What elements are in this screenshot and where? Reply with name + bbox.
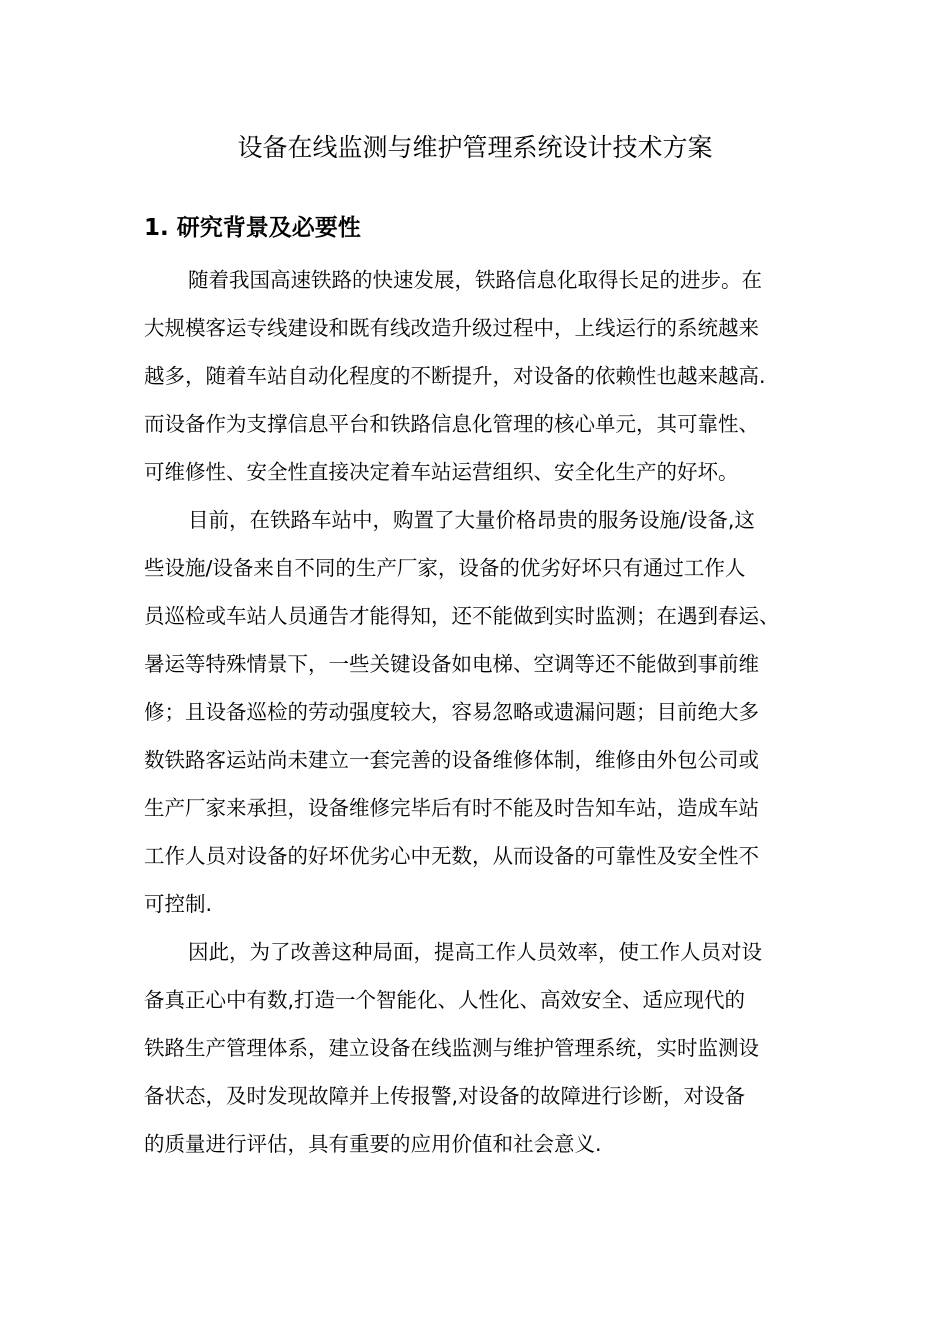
paragraph-line: 因此，为了改善这种局面，提高工作人员效率，使工作人员对设 (188, 940, 762, 964)
paragraph-line: 越多，随着车站自动化程度的不断提升，对设备的依赖性也越来越高. (144, 364, 766, 388)
paragraph-current-status (144, 496, 824, 928)
paragraph-line: 修；且设备巡检的劳动强度较大，容易忽略或遗漏问题；目前绝大多 (144, 700, 759, 724)
paragraph-line: 数铁路客运站尚未建立一套完善的设备维修体制，维修由外包公司或 (144, 748, 759, 772)
paragraph-background (144, 256, 824, 496)
paragraph-line: 工作人员对设备的好坏优劣心中无数，从而设备的可靠性及安全性不 (144, 844, 759, 868)
paragraph-line: 可维修性、安全性直接决定着车站运营组织、安全化生产的好坏。 (144, 460, 739, 484)
paragraph-line: 备真正心中有数,打造一个智能化、人性化、高效安全、适应现代的 (144, 988, 746, 1012)
document-title: 设备在线监测与维护管理系统设计技术方案 (237, 133, 713, 162)
paragraph-line: 备状态，及时发现故障并上传报警,对设备的故障进行诊断，对设备 (144, 1084, 746, 1108)
paragraph-line: 铁路生产管理体系，建立设备在线监测与维护管理系统，实时监测设 (144, 1036, 759, 1060)
paragraph-line: 些设施/设备来自不同的生产厂家，设备的优劣好坏只有通过工作人 (144, 556, 746, 580)
paragraph-line: 随着我国高速铁路的快速发展，铁路信息化取得长足的进步。在 (188, 268, 762, 292)
section-heading: 1. 研究背景及必要性 (144, 215, 361, 241)
paragraph-line: 大规模客运专线建设和既有线改造升级过程中，上线运行的系统越来 (144, 316, 759, 340)
paragraph-line: 生产厂家来承担，设备维修完毕后有时不能及时告知车站，造成车站 (144, 796, 759, 820)
paragraph-conclusion (144, 928, 824, 1168)
paragraph-line: 的质量进行评估，具有重要的应用价值和社会意义. (144, 1132, 602, 1156)
paragraph-line: 暑运等特殊情景下，一些关键设备如电梯、空调等还不能做到事前维 (144, 652, 759, 676)
paragraph-line: 员巡检或车站人员通告才能得知，还不能做到实时监测；在遇到春运、 (144, 604, 780, 628)
paragraph-line: 目前，在铁路车站中，购置了大量价格昂贵的服务设施/设备,这 (188, 508, 755, 532)
paragraph-line: 可控制. (144, 892, 213, 916)
paragraph-line: 而设备作为支撑信息平台和铁路信息化管理的核心单元，其可靠性、 (144, 412, 759, 436)
